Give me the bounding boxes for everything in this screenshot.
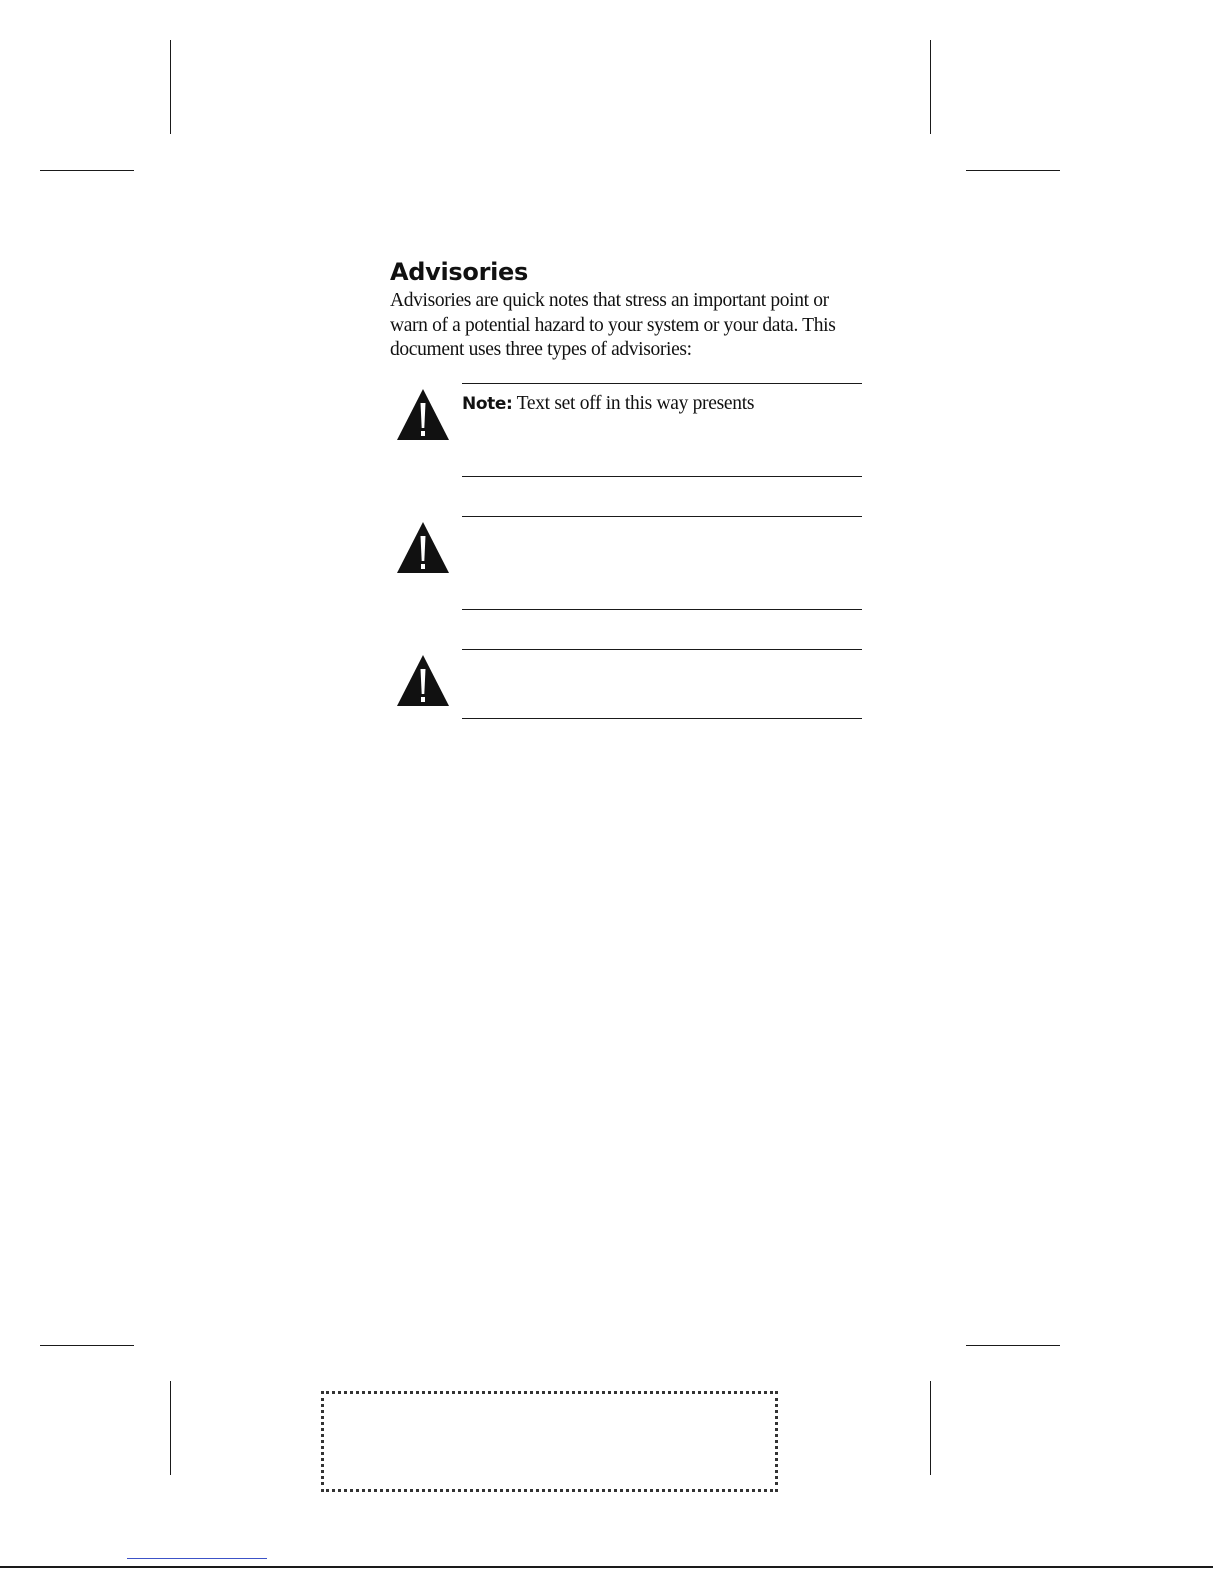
bottom-link-underline[interactable] xyxy=(127,1558,267,1559)
crop-mark-top-right-horizontal xyxy=(966,170,1060,171)
advisory-caution xyxy=(390,516,862,611)
advisory-top-rule xyxy=(462,383,862,384)
advisory-body xyxy=(462,392,862,416)
footer-placeholder-box xyxy=(321,1391,778,1492)
advisory-bottom-rule xyxy=(462,718,862,719)
crop-mark-top-right-vertical xyxy=(930,40,931,134)
advisory-text: Text set off in this way presents xyxy=(516,393,755,414)
section-heading: Advisories xyxy=(390,258,529,286)
crop-mark-top-left-vertical xyxy=(170,40,171,134)
crop-mark-bottom-right-vertical xyxy=(930,1381,931,1475)
crop-mark-bottom-left-vertical xyxy=(170,1381,171,1475)
warning-triangle-icon xyxy=(396,521,450,578)
advisory-warning xyxy=(390,649,862,721)
advisory-note xyxy=(390,383,862,478)
advisory-top-rule xyxy=(462,516,862,517)
warning-triangle-icon xyxy=(396,654,450,711)
crop-mark-top-left-horizontal xyxy=(40,170,134,171)
warning-triangle-icon xyxy=(396,388,450,445)
advisory-bottom-rule xyxy=(462,609,862,610)
advisory-label: Note: xyxy=(462,394,513,414)
advisories-section xyxy=(390,255,862,414)
advisory-bottom-rule xyxy=(462,476,862,477)
advisory-top-rule xyxy=(462,649,862,650)
crop-mark-bottom-left-horizontal xyxy=(40,1345,134,1346)
section-intro: Advisories are quick notes that stress an important point or warn of a potential hazard to your system or your data. This document uses three types of advisories: xyxy=(390,290,836,360)
page-bottom-rule xyxy=(0,1566,1213,1568)
crop-mark-bottom-right-horizontal xyxy=(966,1345,1060,1346)
